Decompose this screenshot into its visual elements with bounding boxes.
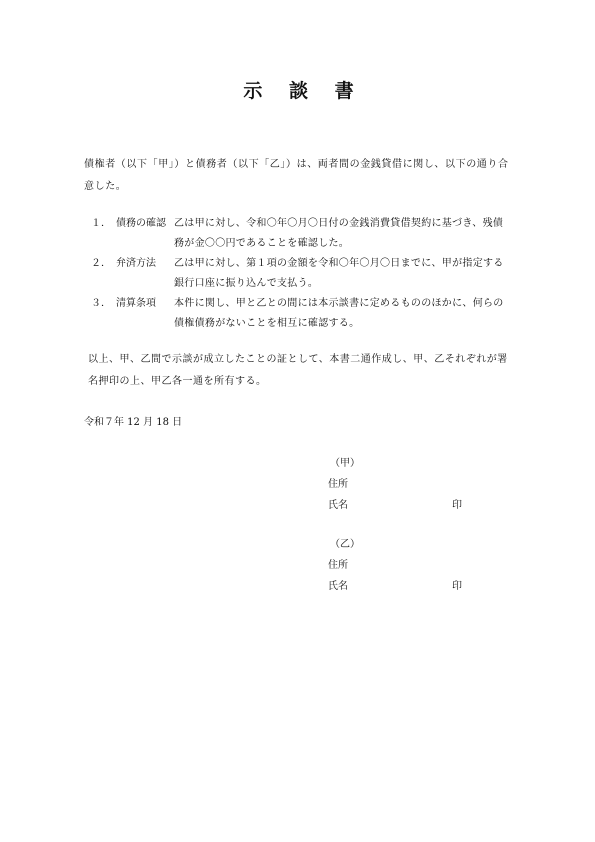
clause-heading: 清算条項	[116, 298, 156, 309]
clause-item	[84, 294, 514, 334]
party-a-address-label: 住所	[328, 479, 348, 490]
party-b-seal-mark: 印	[452, 581, 462, 592]
party-b-label: （乙）	[330, 539, 360, 550]
document-title: 示 談 書	[243, 80, 364, 102]
clause-item	[84, 254, 514, 294]
document-date: 令和７年 12 月 18 日	[84, 417, 183, 428]
clause-body: 乙は甲に対し、令和〇年〇月〇日付の金銭消費貸借契約に基づき、残債務が金〇〇円であることを確認した。	[174, 218, 504, 249]
party-a-name-row	[328, 495, 478, 516]
party-b-address-label: 住所	[328, 560, 348, 571]
clause-number: ２．	[91, 258, 111, 269]
party-a-label: （甲）	[330, 458, 360, 469]
party-a-name-label: 氏名	[328, 500, 348, 511]
clause-body: 本件に関し、甲と乙との間には本示談書に定めるもののほかに、何らの債権債務がないことを相互に確認する。	[174, 298, 504, 329]
clause-heading: 弁済方法	[116, 258, 156, 269]
clause-list	[84, 214, 514, 334]
clause-item	[84, 214, 514, 254]
closing-text: 以上、甲、乙間で示談が成立したことの証として、本書二通作成し、甲、乙それぞれが署名押印の上、甲乙各一通を所有する。	[88, 354, 508, 387]
clause-heading: 債務の確認	[116, 218, 166, 229]
clause-number: ３．	[91, 298, 111, 309]
clause-body: 乙は甲に対し、第１項の金額を令和〇年〇月〇日までに、甲が指定する銀行口座に振り込んで支払う。	[174, 258, 504, 289]
party-a-signature-block	[328, 453, 478, 516]
party-b-name-row	[328, 576, 478, 597]
party-a-seal-mark: 印	[452, 500, 462, 511]
clause-number: １．	[91, 218, 111, 229]
party-b-signature-block	[328, 534, 478, 597]
party-b-name-label: 氏名	[328, 581, 348, 592]
preamble-text: 債権者（以下「甲」）と債務者（以下「乙」）は、両者間の金銭貸借に関し、以下の通り合意した。	[84, 159, 509, 192]
